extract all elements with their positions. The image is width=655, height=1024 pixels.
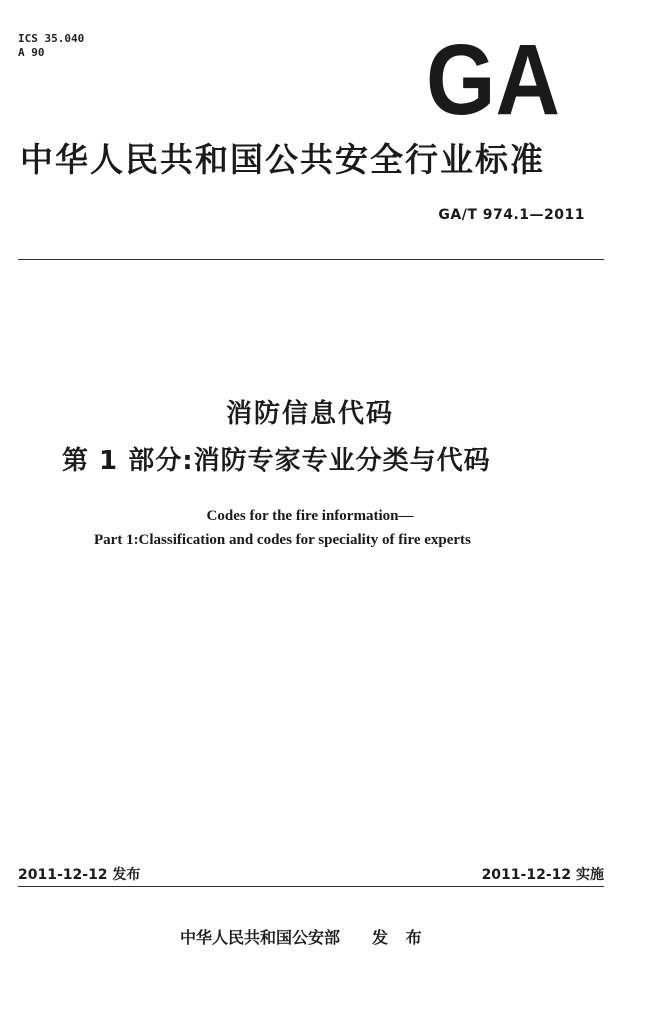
- publish-action: 发 布: [372, 928, 428, 947]
- header-divider: [18, 259, 604, 260]
- document-title-main: 消防信息代码: [225, 399, 394, 429]
- ga-logo-text: GA: [426, 24, 560, 136]
- english-title-main: Codes for the fire information—: [206, 508, 414, 524]
- publisher-line: [180, 925, 428, 948]
- document-title-part: 第 1 部分:消防专家专业分类与代码: [62, 446, 491, 476]
- implementation-date: 2011-12-12 实施: [481, 867, 604, 883]
- ccs-code: A 90: [18, 46, 45, 59]
- classification-codes: [18, 32, 84, 60]
- publisher-name: 中华人民共和国公安部: [180, 928, 341, 947]
- organization-title: 中华人民共和国公共安全行业标准: [20, 140, 545, 179]
- issue-date: 2011-12-12 发布: [18, 867, 141, 883]
- standard-number: GA/T 974.1—2011: [438, 207, 585, 223]
- english-title-part: Part 1:Classification and codes for speciality of fire experts: [94, 532, 471, 548]
- footer-divider: [18, 886, 604, 887]
- ics-code: ICS 35.040: [18, 32, 85, 45]
- ga-logo: [426, 24, 560, 136]
